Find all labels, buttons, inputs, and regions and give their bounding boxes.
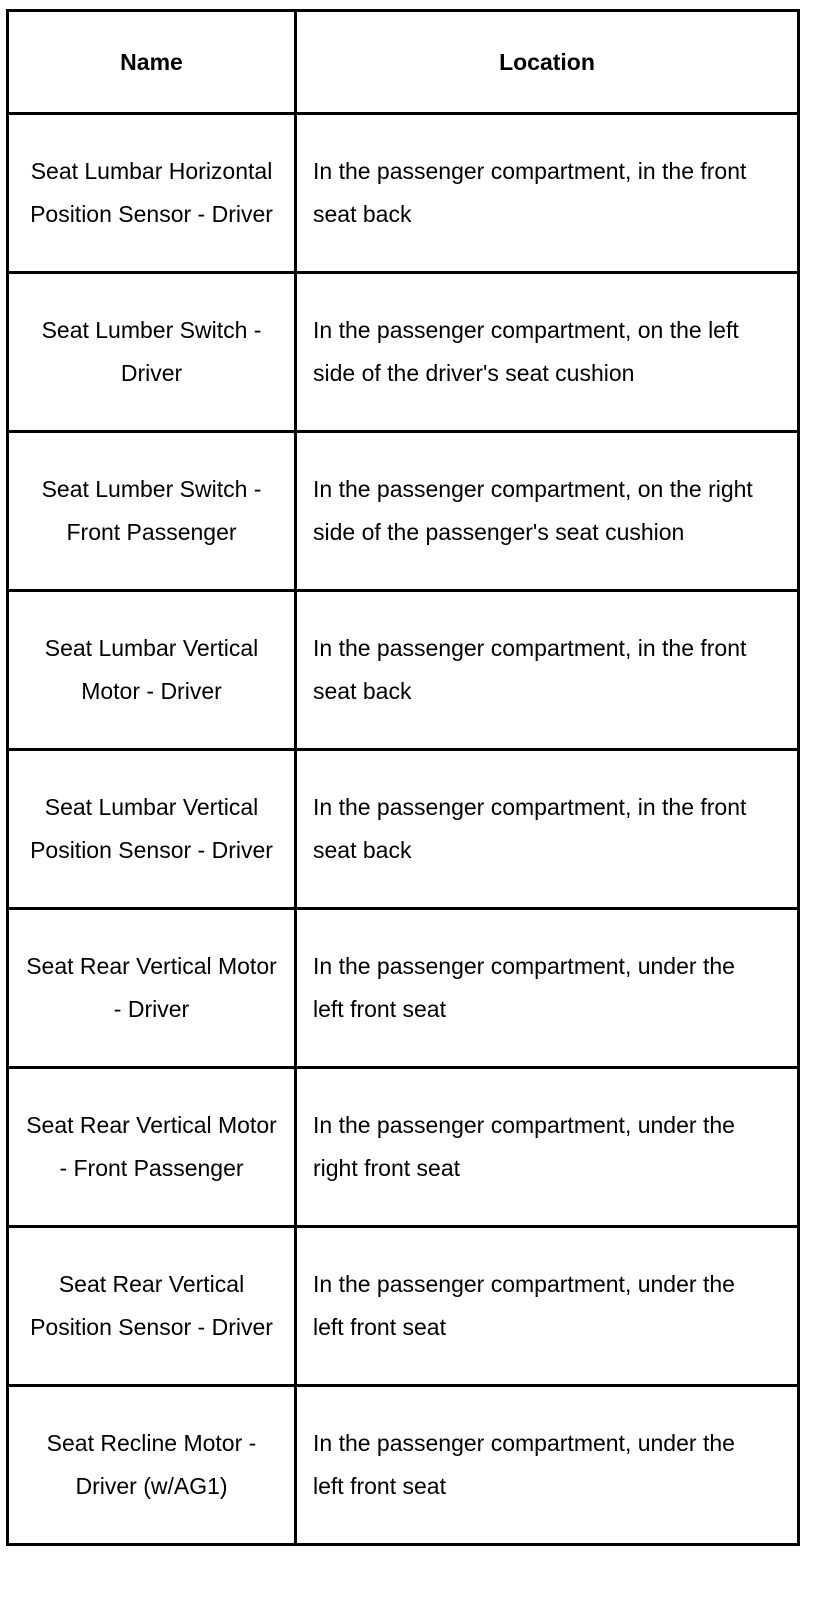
component-name-cell: Seat Lumbar Vertical Motor - Driver xyxy=(8,591,296,750)
table-row xyxy=(8,750,799,909)
component-location-cell: In the passenger compartment, in the front seat back xyxy=(296,114,799,273)
component-location-cell: In the passenger compartment, under the right front seat xyxy=(296,1068,799,1227)
component-location-cell: In the passenger compartment, on the right side of the passenger's seat cushion xyxy=(296,432,799,591)
component-location-cell: In the passenger compartment, in the front seat back xyxy=(296,591,799,750)
component-name-cell: Seat Lumbar Vertical Position Sensor - Driver xyxy=(8,750,296,909)
column-header-location: Location xyxy=(296,11,799,114)
table-row xyxy=(8,1227,799,1386)
table-row xyxy=(8,909,799,1068)
table-row xyxy=(8,114,799,273)
component-location-cell: In the passenger compartment, under the left front seat xyxy=(296,909,799,1068)
component-location-cell: In the passenger compartment, under the left front seat xyxy=(296,1386,799,1545)
component-name-cell: Seat Lumber Switch - Front Passenger xyxy=(8,432,296,591)
column-header-name: Name xyxy=(8,11,296,114)
component-name-cell: Seat Lumber Switch - Driver xyxy=(8,273,296,432)
table-row xyxy=(8,1068,799,1227)
header-row xyxy=(8,11,799,114)
component-location-cell: In the passenger compartment, under the left front seat xyxy=(296,1227,799,1386)
component-location-cell: In the passenger compartment, in the front seat back xyxy=(296,750,799,909)
component-name-cell: Seat Recline Motor - Driver (w/AG1) xyxy=(8,1386,296,1545)
component-name-cell: Seat Rear Vertical Motor - Front Passenger xyxy=(8,1068,296,1227)
table-row xyxy=(8,1386,799,1545)
component-location-table xyxy=(6,9,800,1546)
table-row xyxy=(8,273,799,432)
component-location-cell: In the passenger compartment, on the left side of the driver's seat cushion xyxy=(296,273,799,432)
component-name-cell: Seat Lumbar Horizontal Position Sensor - Driver xyxy=(8,114,296,273)
table-row xyxy=(8,432,799,591)
component-name-cell: Seat Rear Vertical Motor - Driver xyxy=(8,909,296,1068)
component-name-cell: Seat Rear Vertical Position Sensor - Driver xyxy=(8,1227,296,1386)
table-row xyxy=(8,591,799,750)
